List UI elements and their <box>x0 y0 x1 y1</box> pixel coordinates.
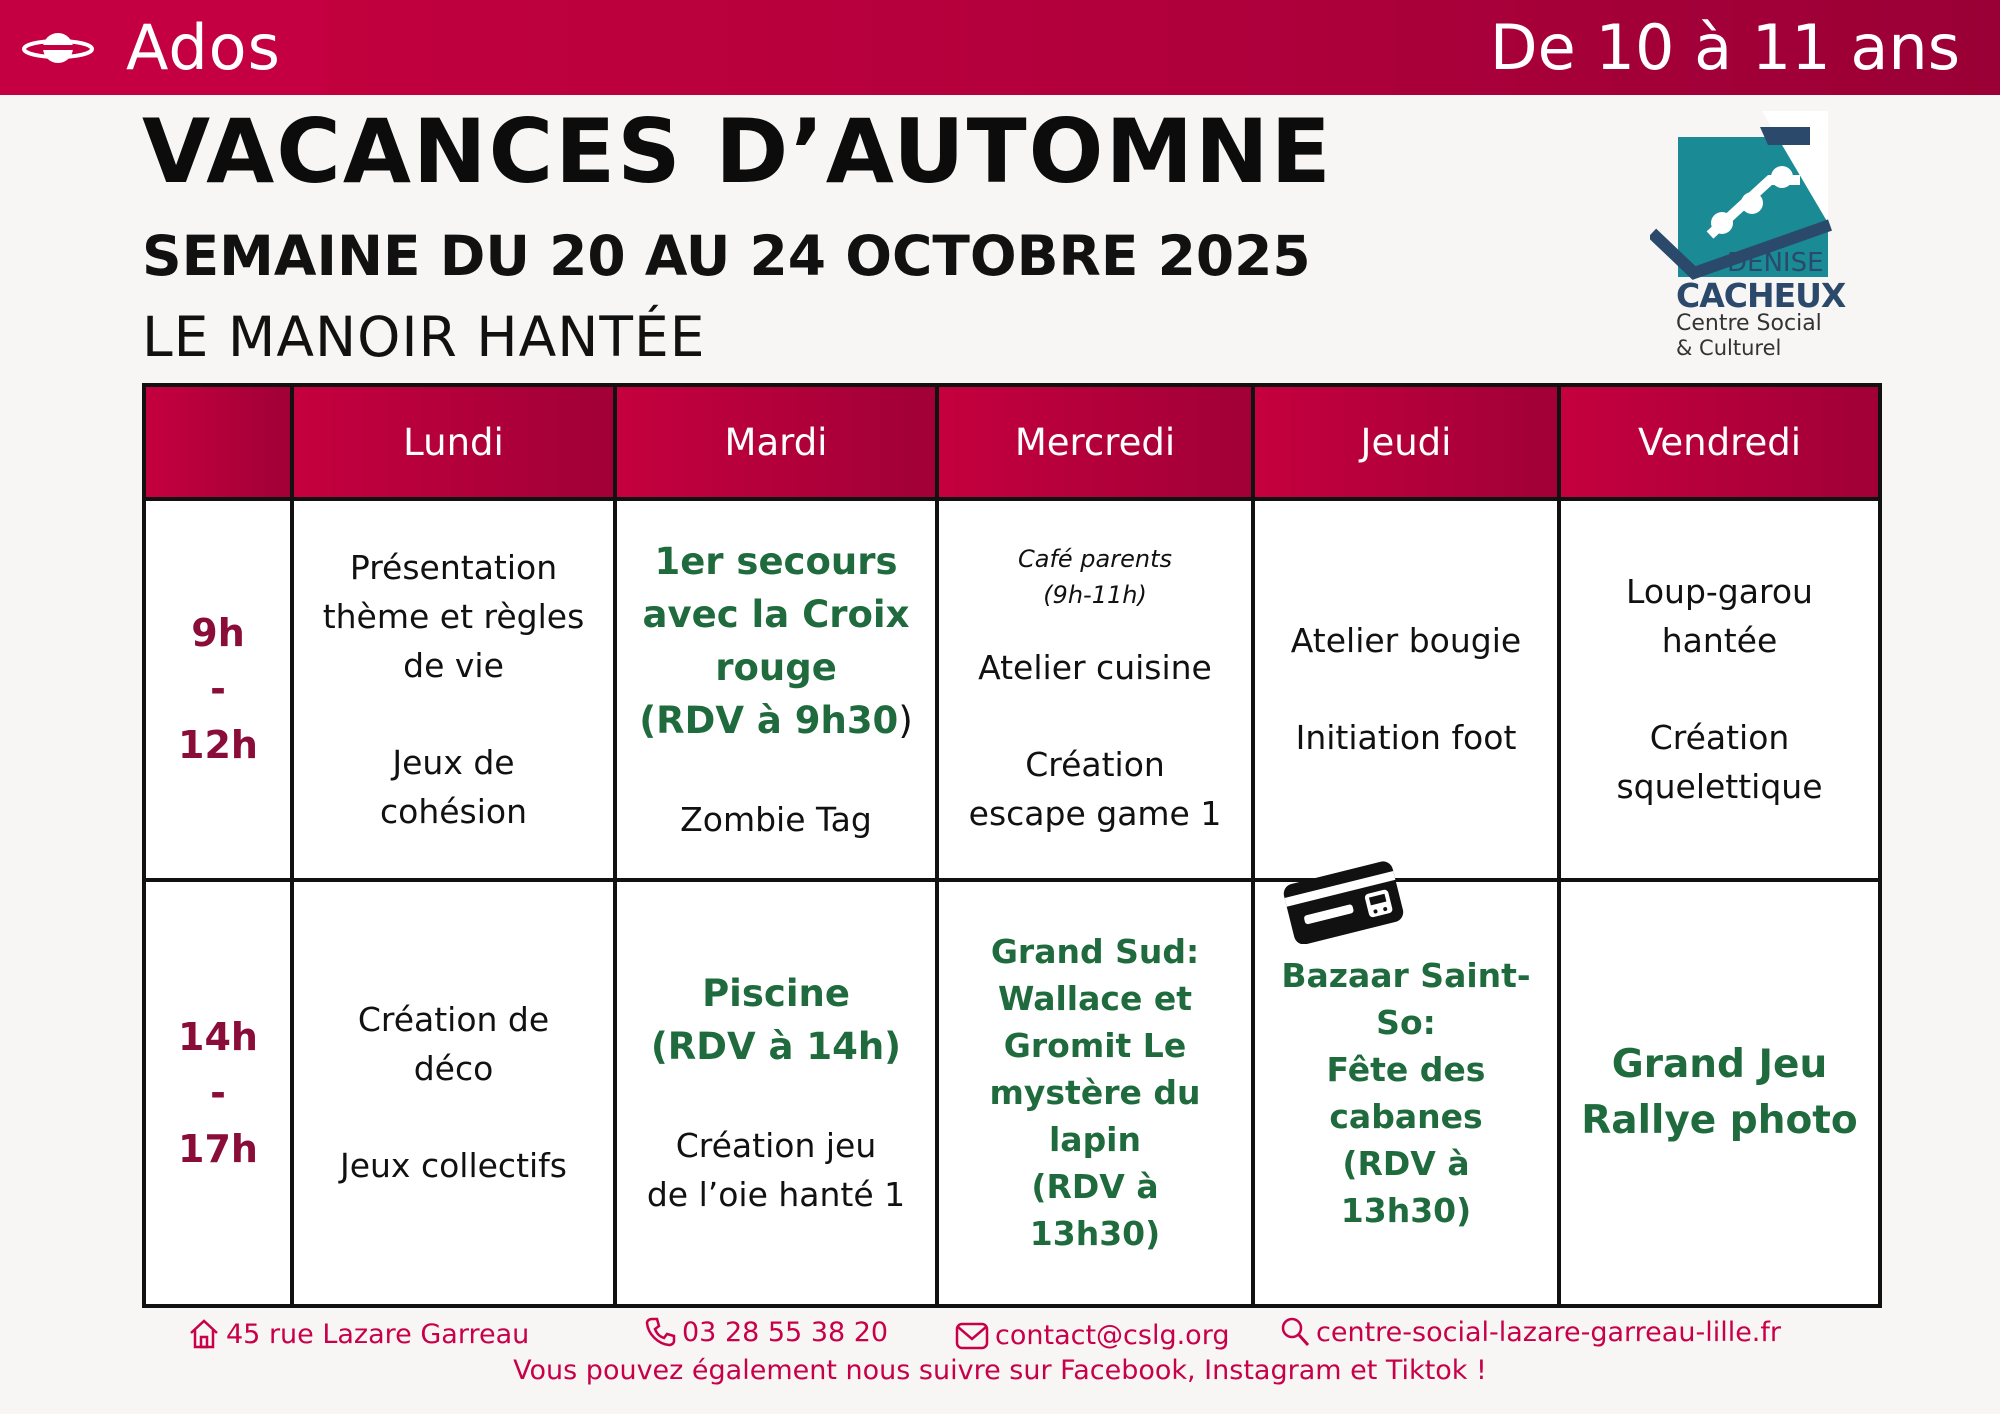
age-range: De 10 à 11 ans <box>1489 11 1960 84</box>
mardi-afternoon-cell: Piscine (RDV à 14h) Création jeu de l’oie hanté 1 <box>615 880 937 1306</box>
phone-icon <box>644 1316 676 1348</box>
vendredi-morning-cell: Loup-garou hantée Création squelettique <box>1559 499 1880 880</box>
day-header-lundi: Lundi <box>292 385 615 499</box>
day-header-vendredi: Vendredi <box>1559 385 1880 499</box>
morning-row <box>144 499 1880 880</box>
mardi-morning-cell: 1er secours avec la Croix rouge (RDV à 9h30) Zombie Tag <box>615 499 937 880</box>
mercredi-morning-cell: Café parents (9h-11h) Atelier cuisine Création escape game 1 <box>937 499 1253 880</box>
afternoon-time-cell: 14h - 17h <box>144 880 292 1306</box>
week-subtitle: SEMAINE DU 20 AU 24 OCTOBRE 2025 <box>142 224 1311 288</box>
logo-line-centre-social: Centre Social <box>1676 311 1822 336</box>
afternoon-row <box>144 880 1880 1306</box>
vendredi-afternoon-cell: Grand Jeu Rallye photo <box>1559 880 1880 1306</box>
morning-time-cell: 9h - 12h <box>144 499 292 880</box>
jeudi-morning-cell: Atelier bougie Initiation foot <box>1253 499 1559 880</box>
address-text: 45 rue Lazare Garreau <box>226 1318 530 1350</box>
age-group-tab <box>0 0 328 95</box>
age-group-label: Ados <box>126 11 281 84</box>
website-text[interactable]: centre-social-lazare-garreau-lille.fr <box>1316 1316 1781 1348</box>
lundi-morning-cell: Présentation thème et règles de vie Jeux de cohésion <box>292 499 615 880</box>
page-title: VACANCES D’AUTOMNE <box>142 100 1333 203</box>
mercredi-afternoon-cell: Grand Sud: Wallace et Gromit Le mystère du lapin (RDV à 13h30) <box>937 880 1253 1306</box>
footer-email[interactable] <box>955 1320 1229 1351</box>
corner-cell <box>144 385 292 499</box>
day-header-jeudi: Jeudi <box>1253 385 1559 499</box>
schedule-table <box>142 383 1882 1308</box>
theme-title: LE MANOIR HANTÉE <box>142 305 706 369</box>
lundi-afternoon-cell: Création de déco Jeux collectifs <box>292 880 615 1306</box>
home-icon <box>188 1318 220 1350</box>
logo-line-cacheux: CACHEUX <box>1676 276 1846 315</box>
day-header-row <box>144 385 1880 499</box>
jeudi-afternoon-cell: Bazaar Saint- So: Fête des cabanes (RDV à 13h30) <box>1253 880 1559 1306</box>
day-header-mercredi: Mercredi <box>937 385 1253 499</box>
footer-address <box>188 1318 529 1350</box>
footer-website[interactable] <box>1280 1316 1781 1348</box>
search-icon <box>1280 1316 1310 1348</box>
phone-text[interactable]: 03 28 55 38 20 <box>682 1316 889 1348</box>
transport-card-icon <box>1281 858 1405 944</box>
social-media-note: Vous pouvez également nous suivre sur Facebook, Instagram et Tiktok ! <box>513 1355 1487 1386</box>
mail-icon <box>955 1321 989 1351</box>
logo-line-denise: DENISE <box>1727 248 1824 278</box>
planet-icon <box>22 28 94 68</box>
email-text[interactable]: contact@cslg.org <box>995 1320 1230 1351</box>
logo-line-culturel: & Culturel <box>1676 336 1782 360</box>
day-header-mardi: Mardi <box>615 385 937 499</box>
footer-phone[interactable] <box>644 1316 888 1348</box>
